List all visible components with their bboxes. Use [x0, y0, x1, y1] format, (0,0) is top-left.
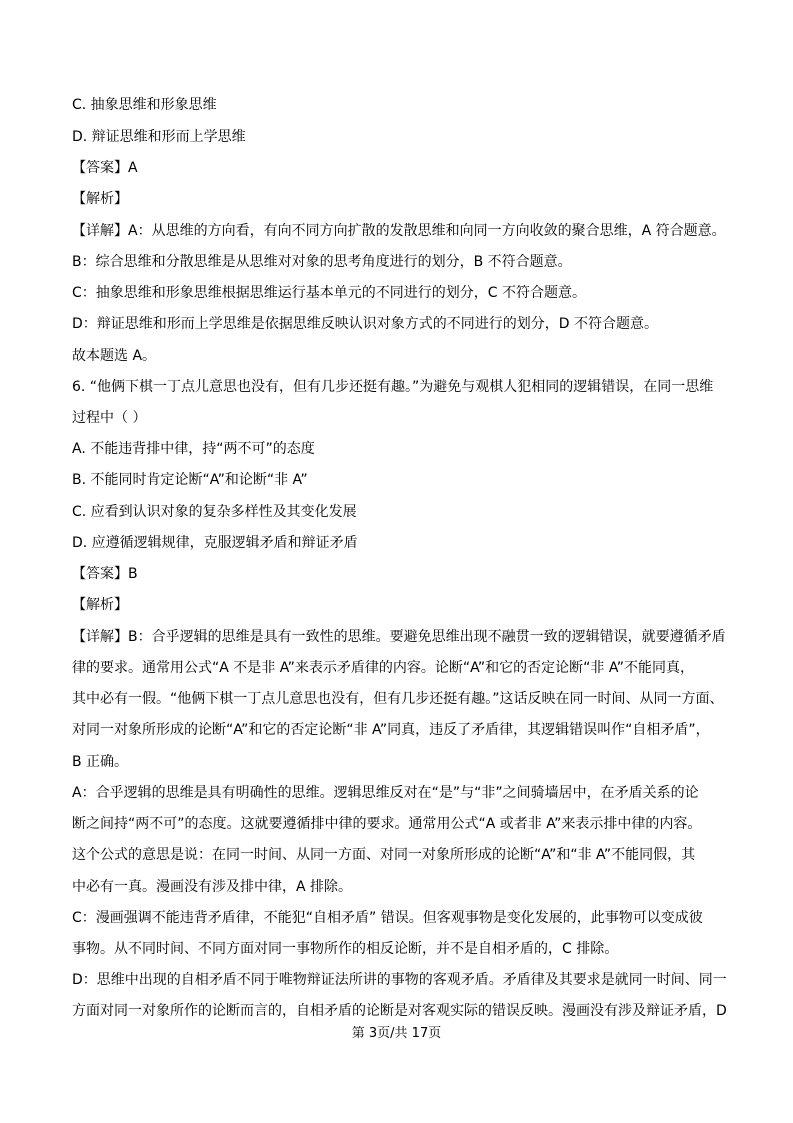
option-d: D. 辩证思维和形而上学思维	[72, 129, 246, 145]
detail-paragraph: 【详解】B：合乎逻辑的思维是具有一致性的思维。要避免思维出现不融贯一致的逻辑错误，就要遵循矛盾	[72, 629, 726, 645]
answer-label: 【答案】A	[72, 160, 138, 176]
detail-paragraph: D：思维中出现的自相矛盾不同于唯物辩证法所讲的事物的客观矛盾。矛盾律及其要求是就同一时间、同一	[72, 972, 727, 988]
detail-paragraph: D：辩证思维和形而上学思维是依据思维反映认识对象方式的不同进行的划分，D 不符合题意。	[72, 316, 659, 332]
page-footer: 第 3页/共 17页	[351, 1026, 442, 1041]
option-d: D. 应遵循逻辑规律，克服逻辑矛盾和辩证矛盾	[72, 535, 358, 551]
question-6-stem: 过程中（ ）	[72, 410, 147, 426]
detail-paragraph: 律的要求。通常用公式“A 不是非 A”来表示矛盾律的内容。论断“A”和它的否定论断“非 A”不能同真，	[72, 660, 694, 676]
detail-paragraph: 事物。从不同时间、不同方面对同一事物所作的相反论断，并不是自相矛盾的，C 排除。	[72, 941, 619, 957]
detail-paragraph: 【详解】A：从思维的方向看，有向不同方向扩散的发散思维和向同一方向收敛的聚合思维，A 符合题意。	[72, 223, 726, 239]
detail-paragraph: A：合乎逻辑的思维是具有明确性的思维。逻辑思维反对在“是”与“非”之间骑墙居中，在矛盾关系的论	[72, 785, 699, 801]
option-c: C. 抽象思维和形象思维	[72, 97, 217, 113]
detail-paragraph: C：漫画强调不能违背矛盾律，不能犯“自相矛盾” 错误。但客观事物是变化发展的，此事物可以变成彼	[72, 910, 703, 926]
detail-paragraph: 中必有一真。漫画没有涉及排中律，A 排除。	[72, 879, 353, 895]
analysis-label: 【解析】	[72, 597, 128, 613]
detail-paragraph: C：抽象思维和形象思维根据思维运行基本单元的不同进行的划分，C 不符合题意。	[72, 285, 586, 301]
detail-paragraph: 断之间持“两不可”的态度。这就要遵循排中律的要求。通常用公式“A 或者非 A”来表示排中律的内容。	[72, 816, 702, 832]
detail-paragraph: B：综合思维和分散思维是从思维对对象的思考角度进行的划分，B 不符合题意。	[72, 254, 572, 270]
detail-paragraph: 方面对同一对象所作的论断而言的，自相矛盾的论断是对客观实际的错误反映。漫画没有涉及辩证矛盾，D	[72, 1003, 727, 1019]
conclusion: 故本题选 A。	[72, 348, 157, 364]
detail-paragraph: B 正确。	[72, 754, 129, 770]
detail-paragraph: 对同一对象所形成的论断“A”和它的否定论断“非 A”同真，违反了矛盾律，其逻辑错误叫作“自相矛盾”，	[72, 722, 710, 738]
answer-label: 【答案】B	[72, 566, 138, 582]
detail-paragraph: 其中必有一假。“他俩下棋一丁点儿意思也没有，但有几步还挺有趣。”这话反映在同一时间、从同一方面、	[72, 691, 724, 707]
detail-paragraph: 这个公式的意思是说：在同一时间、从同一方面、对同一对象所形成的论断“A”和“非 A”不能同假，其	[72, 847, 696, 863]
option-c: C. 应看到认识对象的复杂多样性及其变化发展	[72, 504, 357, 520]
option-b: B. 不能同时肯定论断“A”和论断“非 A”	[72, 472, 308, 488]
question-6-stem: 6. “他俩下棋一丁点儿意思也没有，但有几步还挺有趣。”为避免与观棋人犯相同的逻辑错误，在同一思维	[72, 379, 714, 395]
analysis-label: 【解析】	[72, 191, 128, 207]
option-a: A. 不能违背排中律，持“两不可”的态度	[72, 441, 315, 457]
